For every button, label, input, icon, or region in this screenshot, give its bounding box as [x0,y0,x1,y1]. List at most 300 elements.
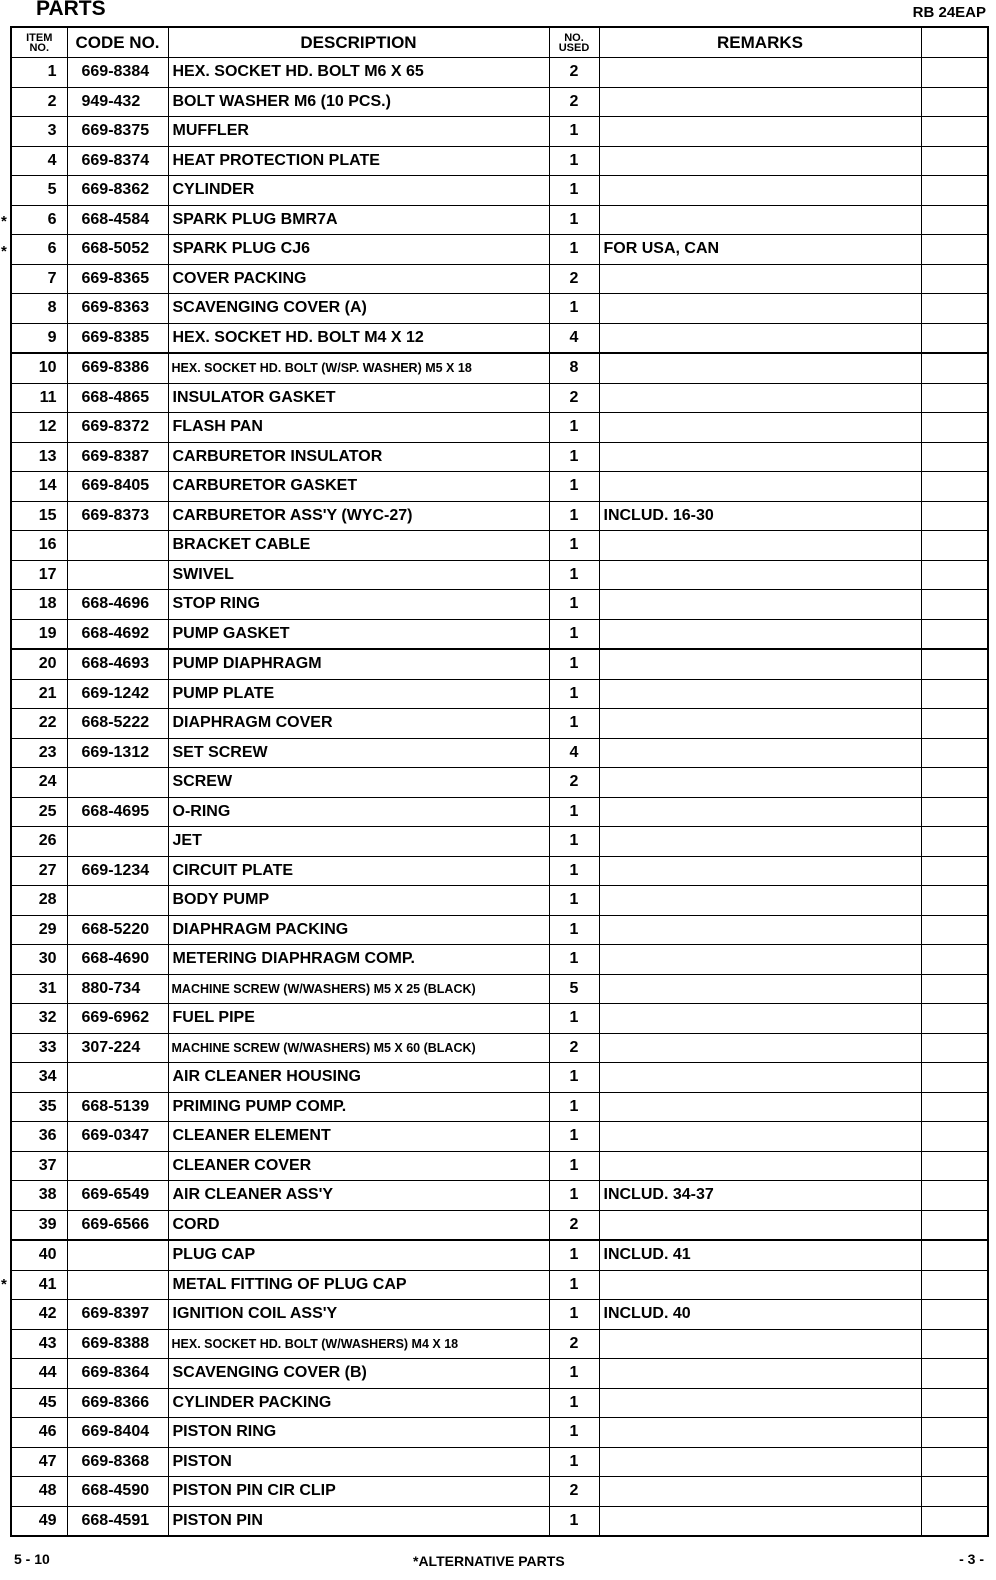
description: SWIVEL [168,560,549,590]
item-no: 48 [11,1477,67,1507]
quantity: 1 [549,856,599,886]
remarks [599,442,921,472]
remarks [599,205,921,235]
header-code-no: CODE NO. [67,27,168,58]
item-no: 36 [11,1122,67,1152]
remarks [599,383,921,413]
blank-cell [921,974,988,1004]
code-no: 669-8386 [67,353,168,383]
remarks [599,709,921,739]
table-row [11,323,988,353]
model-number: RB 24EAP [912,4,986,21]
item-no: 19 [11,619,67,649]
code-no: 669-0347 [67,1122,168,1152]
code-no: 668-4591 [67,1506,168,1536]
table-row [11,1359,988,1389]
table-row [11,1447,988,1477]
code-no: 669-6549 [67,1181,168,1211]
blank-cell [921,1329,988,1359]
description: COVER PACKING [168,264,549,294]
quantity: 1 [549,560,599,590]
quantity: 2 [549,1210,599,1240]
code-no: 668-4692 [67,619,168,649]
item-no: 32 [11,1004,67,1034]
item-no: 26 [11,827,67,857]
blank-cell [921,1300,988,1330]
table-row [11,945,988,975]
blank-cell [921,1004,988,1034]
blank-cell [921,1210,988,1240]
remarks [599,264,921,294]
code-no [67,768,168,798]
quantity: 1 [549,1181,599,1211]
blank-cell [921,1092,988,1122]
remarks [599,827,921,857]
item-no: 49 [11,1506,67,1536]
code-no: 668-4695 [67,797,168,827]
remarks [599,1004,921,1034]
description: BOLT WASHER M6 (10 PCS.) [168,87,549,117]
code-no: 668-4590 [67,1477,168,1507]
footer-note: *ALTERNATIVE PARTS [413,1553,565,1569]
description: SPARK PLUG BMR7A [168,205,549,235]
remarks [599,117,921,147]
remarks [599,1477,921,1507]
quantity: 1 [549,501,599,531]
blank-cell [921,679,988,709]
item-no: 16 [11,531,67,561]
blank-cell [921,1359,988,1389]
description: FLASH PAN [168,413,549,443]
blank-cell [921,827,988,857]
item-no: 24 [11,768,67,798]
item-no: 27 [11,856,67,886]
remarks: INCLUD. 40 [599,1300,921,1330]
table-row [11,531,988,561]
code-no: 669-1234 [67,856,168,886]
table-row [11,709,988,739]
code-no [67,1270,168,1300]
table-row [11,294,988,324]
item-no: 45 [11,1388,67,1418]
code-no: 669-8364 [67,1359,168,1389]
item-no: 9 [11,323,67,353]
item-no: 38 [11,1181,67,1211]
blank-cell [921,649,988,679]
quantity: 2 [549,264,599,294]
description: CARBURETOR INSULATOR [168,442,549,472]
table-row [11,1388,988,1418]
code-no: 669-6962 [67,1004,168,1034]
blank-cell [921,797,988,827]
quantity: 8 [549,353,599,383]
table-row [11,442,988,472]
item-no: 13 [11,442,67,472]
item-no: 22 [11,709,67,739]
blank-cell [921,264,988,294]
description: BRACKET CABLE [168,531,549,561]
code-no: 669-6566 [67,1210,168,1240]
item-no: 18 [11,590,67,620]
quantity: 1 [549,205,599,235]
remarks [599,1447,921,1477]
code-no: 880-734 [67,974,168,1004]
quantity: 1 [549,235,599,265]
item-no: 8 [11,294,67,324]
remarks [599,945,921,975]
remarks [599,1210,921,1240]
item-no: 20 [11,649,67,679]
item-no: 43 [11,1329,67,1359]
item-no: 31 [11,974,67,1004]
remarks [599,1329,921,1359]
quantity: 1 [549,1092,599,1122]
quantity: 1 [549,1004,599,1034]
item-no: 6 [11,205,67,235]
remarks [599,1506,921,1536]
blank-cell [921,1418,988,1448]
remarks [599,974,921,1004]
blank-cell [921,915,988,945]
code-no: 669-1242 [67,679,168,709]
table-row [11,58,988,88]
quantity: 2 [549,768,599,798]
blank-cell [921,709,988,739]
code-no: 668-5139 [67,1092,168,1122]
code-no: 668-4584 [67,205,168,235]
item-no: 1 [11,58,67,88]
item-no: 29 [11,915,67,945]
code-no [67,1063,168,1093]
table-row [11,117,988,147]
remarks [599,738,921,768]
description: CARBURETOR GASKET [168,472,549,502]
description: METAL FITTING OF PLUG CAP [168,1270,549,1300]
description: DIAPHRAGM COVER [168,709,549,739]
code-no: 669-8375 [67,117,168,147]
table-row [11,1122,988,1152]
code-no [67,1151,168,1181]
table-row [11,1418,988,1448]
description: HEX. SOCKET HD. BOLT M6 X 65 [168,58,549,88]
remarks: INCLUD. 16-30 [599,501,921,531]
quantity: 1 [549,590,599,620]
code-no: 668-5052 [67,235,168,265]
blank-cell [921,560,988,590]
remarks [599,1033,921,1063]
description: PISTON RING [168,1418,549,1448]
table-row [11,1092,988,1122]
item-no: 47 [11,1447,67,1477]
blank-cell [921,1033,988,1063]
code-no [67,827,168,857]
header-item-no: ITEM NO. [11,27,67,58]
blank-cell [921,235,988,265]
remarks [599,590,921,620]
description: DIAPHRAGM PACKING [168,915,549,945]
table-row [11,1033,988,1063]
description: O-RING [168,797,549,827]
quantity: 2 [549,1033,599,1063]
quantity: 1 [549,1151,599,1181]
table-row [11,915,988,945]
item-no: 17 [11,560,67,590]
blank-cell [921,1270,988,1300]
quantity: 1 [549,1447,599,1477]
alternative-part-marker: * [1,243,7,261]
table-row [11,146,988,176]
description: CLEANER COVER [168,1151,549,1181]
blank-cell [921,294,988,324]
table-row [11,205,988,235]
alternative-part-marker: * [1,1275,7,1293]
table-row [11,886,988,916]
item-no: 12 [11,413,67,443]
description: METERING DIAPHRAGM COMP. [168,945,549,975]
remarks [599,915,921,945]
remarks [599,886,921,916]
remarks [599,649,921,679]
blank-cell [921,353,988,383]
quantity: 1 [549,886,599,916]
item-no: 28 [11,886,67,916]
description: SPARK PLUG CJ6 [168,235,549,265]
table-row [11,679,988,709]
item-no: 21 [11,679,67,709]
table-row [11,827,988,857]
quantity: 1 [549,1506,599,1536]
code-no: 668-4865 [67,383,168,413]
item-no: 14 [11,472,67,502]
table-row [11,353,988,383]
table-row [11,176,988,206]
blank-cell [921,945,988,975]
code-no: 669-8362 [67,176,168,206]
description: INSULATOR GASKET [168,383,549,413]
quantity: 1 [549,1240,599,1270]
blank-cell [921,1506,988,1536]
description: SCREW [168,768,549,798]
quantity: 1 [549,619,599,649]
code-no [67,886,168,916]
table-row [11,1063,988,1093]
quantity: 2 [549,383,599,413]
quantity: 2 [549,58,599,88]
quantity: 1 [549,649,599,679]
code-no: 668-4696 [67,590,168,620]
code-no: 669-8384 [67,58,168,88]
description: PUMP GASKET [168,619,549,649]
quantity: 1 [549,176,599,206]
header-blank [921,27,988,58]
description: CIRCUIT PLATE [168,856,549,886]
remarks [599,1388,921,1418]
code-no: 669-8365 [67,264,168,294]
remarks [599,176,921,206]
code-no [67,1240,168,1270]
description: PRIMING PUMP COMP. [168,1092,549,1122]
blank-cell [921,1151,988,1181]
remarks: FOR USA, CAN [599,235,921,265]
blank-cell [921,501,988,531]
item-no: 15 [11,501,67,531]
table-row [11,1329,988,1359]
item-no: 25 [11,797,67,827]
description: STOP RING [168,590,549,620]
quantity: 1 [549,945,599,975]
remarks [599,87,921,117]
table-row [11,1210,988,1240]
quantity: 1 [549,294,599,324]
item-no: 37 [11,1151,67,1181]
remarks [599,1359,921,1389]
blank-cell [921,472,988,502]
description: SCAVENGING COVER (A) [168,294,549,324]
blank-cell [921,856,988,886]
item-no: 39 [11,1210,67,1240]
remarks [599,472,921,502]
item-no: 44 [11,1359,67,1389]
blank-cell [921,619,988,649]
description: PLUG CAP [168,1240,549,1270]
header-remarks: REMARKS [599,27,921,58]
table-row [11,1300,988,1330]
quantity: 1 [549,413,599,443]
item-no: 23 [11,738,67,768]
quantity: 1 [549,797,599,827]
description: JET [168,827,549,857]
item-no: 42 [11,1300,67,1330]
quantity: 2 [549,1477,599,1507]
item-no: 11 [11,383,67,413]
remarks [599,1063,921,1093]
remarks [599,619,921,649]
code-no: 669-8397 [67,1300,168,1330]
table-row [11,1151,988,1181]
item-no: 3 [11,117,67,147]
description: PISTON PIN [168,1506,549,1536]
header-no-used: NO. USED [549,27,599,58]
table-row [11,768,988,798]
description: BODY PUMP [168,886,549,916]
code-no: 669-8372 [67,413,168,443]
table-row [11,1181,988,1211]
table-row [11,501,988,531]
page-title: PARTS [36,0,106,20]
remarks [599,323,921,353]
code-no: 669-8363 [67,294,168,324]
remarks [599,1418,921,1448]
description: MACHINE SCREW (W/WASHERS) M5 X 25 (BLACK) [168,974,549,1004]
blank-cell [921,1181,988,1211]
description: PUMP PLATE [168,679,549,709]
code-no: 669-8374 [67,146,168,176]
table-row [11,649,988,679]
quantity: 1 [549,1359,599,1389]
description: SCAVENGING COVER (B) [168,1359,549,1389]
blank-cell [921,1240,988,1270]
item-no: 40 [11,1240,67,1270]
code-no: 668-5222 [67,709,168,739]
code-no: 669-8373 [67,501,168,531]
description: HEX. SOCKET HD. BOLT (W/SP. WASHER) M5 X 18 [168,353,549,383]
table-row [11,856,988,886]
remarks [599,1151,921,1181]
code-no: 669-8387 [67,442,168,472]
blank-cell [921,323,988,353]
description: CLEANER ELEMENT [168,1122,549,1152]
table-row [11,974,988,1004]
quantity: 1 [549,709,599,739]
table-row [11,235,988,265]
blank-cell [921,205,988,235]
remarks [599,146,921,176]
description: SET SCREW [168,738,549,768]
code-no [67,531,168,561]
parts-table [10,26,989,1537]
table-row [11,797,988,827]
table-row [11,590,988,620]
table-row [11,560,988,590]
table-row [11,1004,988,1034]
table-row [11,738,988,768]
table-row [11,472,988,502]
blank-cell [921,886,988,916]
remarks [599,353,921,383]
remarks [599,413,921,443]
item-no: 7 [11,264,67,294]
table-row [11,413,988,443]
table-row [11,383,988,413]
code-no: 307-224 [67,1033,168,1063]
remarks [599,294,921,324]
quantity: 2 [549,87,599,117]
code-no: 669-8388 [67,1329,168,1359]
quantity: 2 [549,1329,599,1359]
blank-cell [921,442,988,472]
description: PUMP DIAPHRAGM [168,649,549,679]
description: AIR CLEANER HOUSING [168,1063,549,1093]
table-row [11,87,988,117]
alternative-part-marker: * [1,212,7,230]
table-row [11,264,988,294]
header-description: DESCRIPTION [168,27,549,58]
description: PISTON PIN CIR CLIP [168,1477,549,1507]
blank-cell [921,590,988,620]
code-no: 669-8405 [67,472,168,502]
description: MUFFLER [168,117,549,147]
description: CORD [168,1210,549,1240]
code-no: 949-432 [67,87,168,117]
blank-cell [921,117,988,147]
description: MACHINE SCREW (W/WASHERS) M5 X 60 (BLACK) [168,1033,549,1063]
quantity: 1 [549,827,599,857]
table-row [11,1240,988,1270]
description: CYLINDER [168,176,549,206]
code-no: 669-8368 [67,1447,168,1477]
code-no: 669-8385 [67,323,168,353]
table-row [11,1270,988,1300]
blank-cell [921,58,988,88]
description: IGNITION COIL ASS'Y [168,1300,549,1330]
quantity: 1 [549,531,599,561]
description: CARBURETOR ASS'Y (WYC-27) [168,501,549,531]
blank-cell [921,146,988,176]
quantity: 5 [549,974,599,1004]
blank-cell [921,87,988,117]
blank-cell [921,1063,988,1093]
remarks [599,797,921,827]
